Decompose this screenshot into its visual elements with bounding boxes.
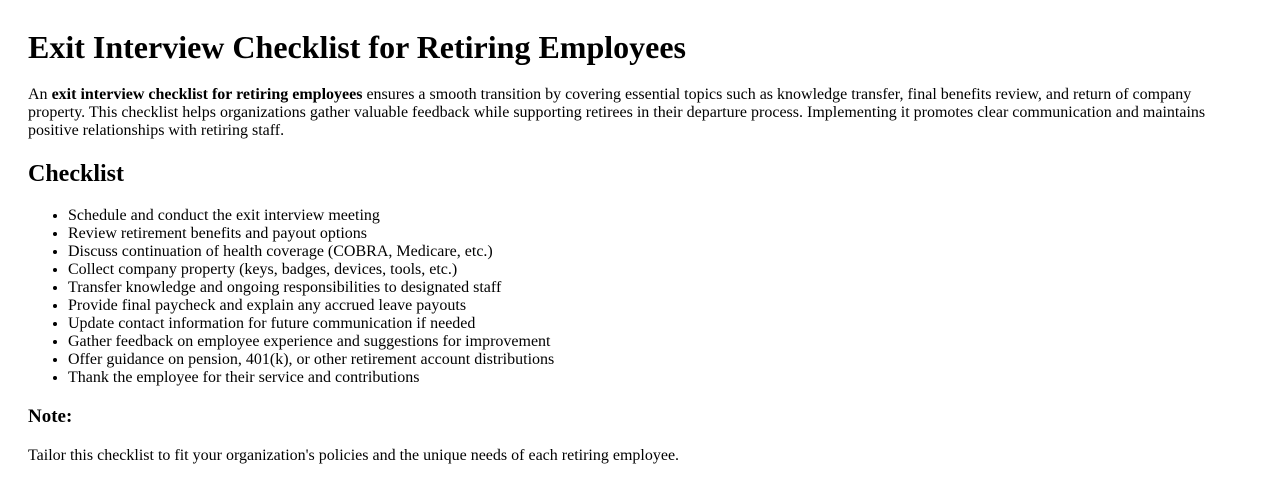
- note-text: Tailor this checklist to fit your organization's policies and the unique needs of each retiring employee.: [28, 447, 680, 464]
- checklist-item: • Schedule and conduct the exit interview meeting: [68, 207, 1250, 225]
- checklist-item: • Offer guidance on pension, 401(k), or other retirement account distributions: [68, 351, 1250, 369]
- checklist-item: • Thank the employee for their service and contributions: [68, 369, 1250, 387]
- checklist-item: • Review retirement benefits and payout options: [68, 225, 1250, 243]
- checklist-item: • Transfer knowledge and ongoing responsibilities to designated staff: [68, 279, 1250, 297]
- intro-paragraph: [28, 86, 1250, 140]
- checklist-item: • Gather feedback on employee experience and suggestions for improvement: [68, 333, 1250, 351]
- checklist-item: • Provide final paycheck and explain any accrued leave payouts: [68, 297, 1250, 315]
- checklist-item: • Update contact information for future communication if needed: [68, 315, 1250, 333]
- intro-suffix: ensures a smooth transition by covering essential topics such as knowledge transfer, final benefits review, and return of company property. This checklist helps organizations gather valuable feedback while supporting retirees in their departure process. Implementing it promotes clear communication and maintains positive relationships with retiring staff.: [28, 86, 1206, 139]
- checklist-item: • Discuss continuation of health coverage (COBRA, Medicare, etc.): [68, 243, 1250, 261]
- checklist-heading: Checklist: [28, 161, 124, 187]
- page-title: Exit Interview Checklist for Retiring Employees: [28, 29, 686, 65]
- intro-prefix: An: [28, 86, 52, 103]
- note-heading: Note:: [28, 406, 73, 427]
- intro-bold-term: exit interview checklist for retiring employees: [51, 86, 363, 103]
- checklist-item: • Collect company property (keys, badges, devices, tools, etc.): [68, 261, 1250, 279]
- checklist-list: [28, 207, 1250, 387]
